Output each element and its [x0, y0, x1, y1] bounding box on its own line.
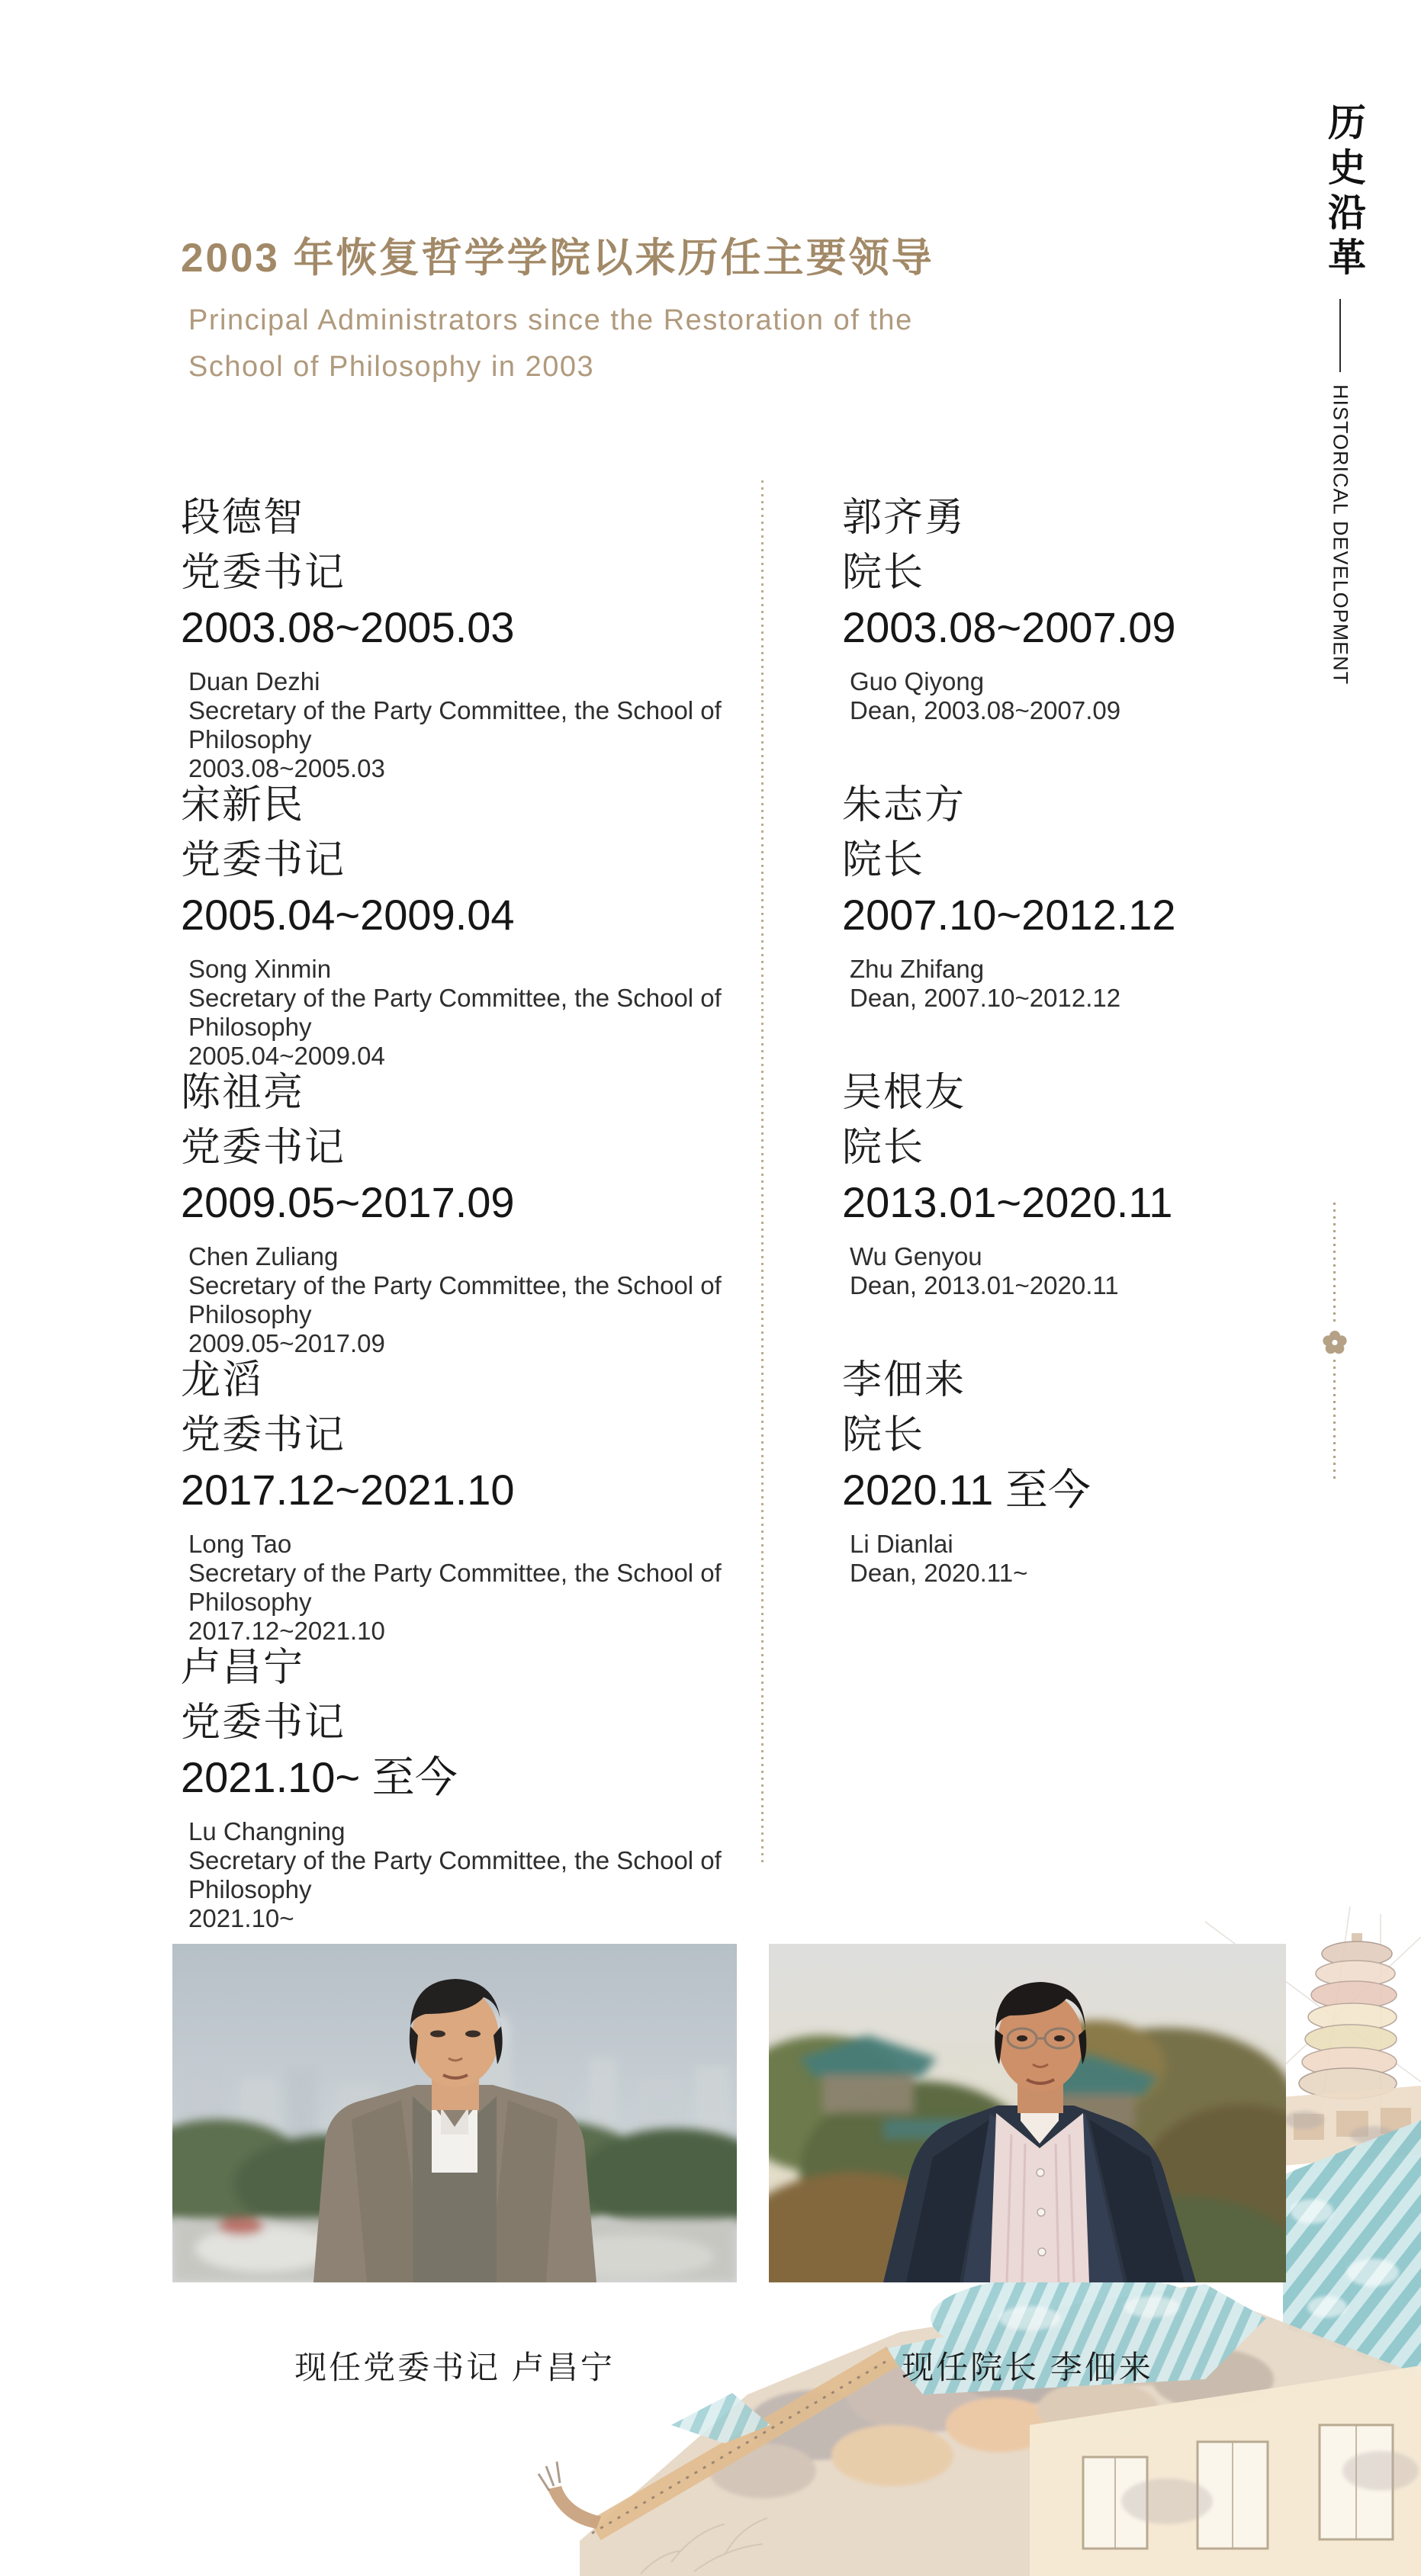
leader-role-en-2: Philosophy [188, 1300, 312, 1328]
leader-role-zh: 党委书记 [181, 1413, 346, 1457]
leader-role-en-2: Philosophy [188, 1013, 312, 1041]
side-header-divider [1339, 299, 1341, 372]
leader-role-dates-en: Dean, 2020.11~ [850, 1559, 1028, 1587]
margin-dotted-line-bottom [1333, 1360, 1336, 1479]
leader-dates-zh: 2009.05~2017.09 [181, 1178, 515, 1226]
leader-name-en: Song Xinmin [188, 955, 332, 983]
leader-role-zh: 党委书记 [181, 551, 346, 595]
leader-dates-zh: 2003.08~2007.09 [842, 603, 1176, 651]
flower-icon [1322, 1330, 1348, 1356]
photo-lu-changning-image [172, 1944, 737, 2282]
side-header-en: HISTORICAL DEVELOPMENT [1329, 384, 1352, 686]
leader-dates-zh: 2021.10~ 至今 [181, 1753, 458, 1801]
photo-li-dianlai-image [769, 1944, 1286, 2282]
caption-current-party-secretary: 现任党委书记 卢昌宁 [294, 2350, 615, 2385]
leader-name-en: Wu Genyou [850, 1242, 982, 1270]
leader-name-en: Long Tao [188, 1530, 292, 1558]
side-header-zh: 历史沿革 [1323, 102, 1365, 282]
leader-role-zh: 党委书记 [181, 838, 346, 882]
leader-role-dates-en: Dean, 2007.10~2012.12 [850, 984, 1121, 1012]
leader-role-en-1: Secretary of the Party Committee, the School of [188, 696, 722, 724]
leader-dates-zh: 2020.11 至今 [842, 1466, 1091, 1514]
leader-role-zh: 院长 [842, 838, 925, 882]
leader-role-en-1: Secretary of the Party Committee, the School of [188, 1271, 722, 1299]
margin-dotted-line-top [1333, 1203, 1336, 1322]
leader-role-en-2: Philosophy [188, 1588, 312, 1616]
leader-role-zh: 党委书记 [181, 1701, 346, 1745]
leader-dates-en: 2021.10~ [188, 1904, 294, 1932]
leader-dates-en: 2003.08~2005.03 [188, 754, 385, 782]
leader-role-en-1: Secretary of the Party Committee, the School of [188, 1846, 722, 1874]
leader-name-zh: 郭齐勇 [842, 496, 966, 540]
leader-name-zh: 朱志方 [842, 783, 966, 827]
leader-name-en: Duan Dezhi [188, 667, 320, 695]
leader-role-zh: 院长 [842, 551, 925, 595]
leader-entry-wu-genyou [842, 1065, 1330, 1300]
leader-name-zh: 吴根友 [842, 1071, 966, 1115]
photo-li-dianlai [769, 1944, 1286, 2282]
photo-lu-changning [172, 1944, 737, 2282]
leader-name-en: Zhu Zhifang [850, 955, 985, 983]
leader-entry-guo-qiyong [842, 490, 1330, 725]
leader-entry-li-dianlai [842, 1353, 1330, 1588]
leader-name-en: Li Dianlai [850, 1530, 953, 1558]
leader-entry-song-xinmin [181, 778, 768, 1071]
leader-name-en: Lu Changning [188, 1817, 346, 1845]
leader-role-en-2: Philosophy [188, 725, 312, 753]
leader-dates-zh: 2003.08~2005.03 [181, 603, 515, 651]
leader-role-zh: 党委书记 [181, 1126, 346, 1170]
leader-name-zh: 龙滔 [181, 1358, 264, 1402]
leader-dates-en: 2005.04~2009.04 [188, 1042, 385, 1070]
leader-dates-zh: 2017.12~2021.10 [181, 1466, 515, 1514]
leader-entry-duan-dezhi [181, 490, 768, 783]
leader-role-en-1: Secretary of the Party Committee, the School of [188, 984, 722, 1012]
caption-current-dean: 现任院长 李佃来 [902, 2350, 1153, 2385]
leader-role-zh: 院长 [842, 1126, 925, 1170]
page-subtitle-line1: Principal Administrators since the Restoration of the [188, 304, 913, 336]
leader-name-zh: 卢昌宁 [181, 1646, 305, 1690]
leader-name-zh: 宋新民 [181, 783, 305, 827]
leader-dates-zh: 2007.10~2012.12 [842, 891, 1176, 939]
leader-name-zh: 陈祖亮 [181, 1071, 305, 1115]
leader-dates-en: 2009.05~2017.09 [188, 1329, 385, 1357]
leader-name-zh: 段德智 [181, 496, 305, 540]
page-subtitle-line2: School of Philosophy in 2003 [188, 351, 595, 383]
leader-entry-long-tao [181, 1353, 768, 1646]
leader-name-en: Guo Qiyong [850, 667, 985, 695]
leader-name-en: Chen Zuliang [188, 1242, 339, 1270]
leader-role-en-1: Secretary of the Party Committee, the School of [188, 1559, 722, 1587]
leader-entry-lu-changning [181, 1640, 768, 1933]
leader-role-dates-en: Dean, 2003.08~2007.09 [850, 696, 1121, 724]
leader-name-zh: 李佃来 [842, 1358, 966, 1402]
page-subtitle [181, 297, 1096, 390]
page-title: 2003 年恢复哲学学院以来历任主要领导 [181, 236, 934, 281]
title-block [181, 226, 1096, 390]
leader-entry-zhu-zhifang [842, 778, 1330, 1013]
leader-dates-zh: 2005.04~2009.04 [181, 891, 515, 939]
leader-entry-chen-zuliang [181, 1065, 768, 1358]
leader-dates-en: 2017.12~2021.10 [188, 1617, 385, 1645]
tower-sketch [1299, 1933, 1397, 2099]
leader-dates-zh: 2013.01~2020.11 [842, 1178, 1173, 1226]
leader-role-zh: 院长 [842, 1413, 925, 1457]
leader-role-dates-en: Dean, 2013.01~2020.11 [850, 1271, 1119, 1299]
leader-role-en-2: Philosophy [188, 1875, 312, 1903]
